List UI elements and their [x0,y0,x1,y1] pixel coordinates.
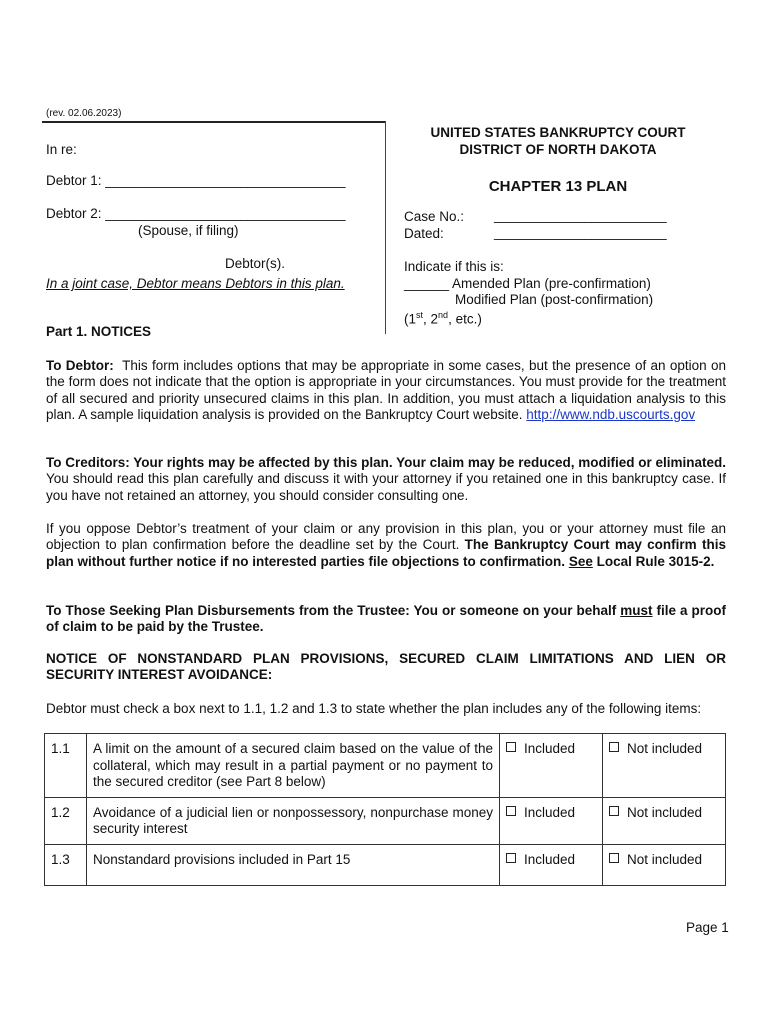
item-number: 1.1 [45,734,87,798]
item-description: A limit on the amount of a secured claim based on the value of the collateral, which may result in a partial payment or no payment to the secured creditor (see Part 8 below) [87,734,500,798]
case-no-field[interactable]: _______________________ [494,208,667,223]
modified-plan-option[interactable]: Modified Plan (post-confirmation) [455,292,654,307]
court-website-link[interactable]: http://www.ndb.uscourts.gov [526,406,696,422]
debtor2-field[interactable]: Debtor 2: ________________________________ [46,206,346,221]
amended-plan-option[interactable]: ______ Amended Plan (pre-confirmation) [404,276,651,291]
modified-plan-ordinal: (1st, 2nd, etc.) [404,310,482,327]
dated-field[interactable]: _______________________ [494,225,667,240]
objection-notice: If you oppose Debtor’s treatment of your claim or any provision in this plan, you or your attorney must file an objection to plan confirmation before the deadline set by the Court. The Bankruptcy Court may confirm this plan without further notice if no interested parties file objections to confirmation. See Local Rule 3015-2. [46,521,726,569]
revision-date: (rev. 02.06.2023) [46,108,122,119]
checkbox-icon[interactable] [609,853,619,863]
item-number: 1.2 [45,797,87,844]
spouse-note: (Spouse, if filing) [138,223,239,238]
joint-case-note: In a joint case, Debtor means Debtors in this plan. [46,276,345,291]
not-included-checkbox[interactable]: Not included [603,797,726,844]
checkbox-icon[interactable] [506,806,516,816]
not-included-checkbox[interactable]: Not included [603,844,726,886]
indicate-label: Indicate if this is: [404,259,504,274]
debtors-label: Debtor(s). [225,256,286,271]
table-row [45,797,726,844]
debtor1-field[interactable]: Debtor 1: ________________________________ [46,173,346,188]
not-included-checkbox[interactable]: Not included [603,734,726,798]
trustee-notice: To Those Seeking Plan Disbursements from the Trustee: You or someone on your behalf must file a proof of claim to be paid by the Trustee. [46,603,726,635]
header-divider [42,121,385,123]
to-creditors-notice: To Creditors: Your rights may be affected by this plan. Your claim may be reduced, modified or eliminated. You should read this plan carefully and discuss it with your attorney if you retained one in this bankruptcy case. If you have not retained an attorney, you should consider consulting one. [46,455,726,503]
in-re-label: In re: [46,142,77,157]
included-checkbox[interactable]: Included [500,734,603,798]
item-description: Avoidance of a judicial lien or nonpossessory, nonpurchase money security interest [87,797,500,844]
header-vertical-divider [385,121,386,334]
included-checkbox[interactable]: Included [500,844,603,886]
case-no-label: Case No.: [404,209,465,224]
table-row [45,734,726,798]
item-description: Nonstandard provisions included in Part 15 [87,844,500,886]
items-table [44,733,726,886]
part1-heading: Part 1. NOTICES [46,324,152,339]
dated-label: Dated: [404,226,444,241]
checkbox-icon[interactable] [609,742,619,752]
nonstandard-heading: NOTICE OF NONSTANDARD PLAN PROVISIONS, SECURED CLAIM LIMITATIONS AND LIEN OR SECURITY INTEREST AVOIDANCE: [46,651,726,683]
plan-title: CHAPTER 13 PLAN [488,178,628,195]
check-instruction: Debtor must check a box next to 1.1, 1.2 and 1.3 to state whether the plan includes any of the following items: [46,701,702,716]
to-debtor-notice: To Debtor: This form includes options that may be appropriate in some cases, but the presence of an option on the form does not indicate that the option is appropriate in your circumstances. You must provide for the treatment of all secured and priority unsecured claims in this plan. In addition, you must attach a liquidation analysis to this plan. A sample liquidation analysis is provided on the Bankruptcy Court website. http://www.ndb.uscourts.gov [46,358,726,422]
included-checkbox[interactable]: Included [500,797,603,844]
checkbox-icon[interactable] [609,806,619,816]
item-number: 1.3 [45,844,87,886]
court-district: DISTRICT OF NORTH DAKOTA [459,142,657,157]
checkbox-icon[interactable] [506,853,516,863]
checkbox-icon[interactable] [506,742,516,752]
court-name: UNITED STATES BANKRUPTCY COURT [430,125,686,140]
table-row [45,844,726,886]
page-number: Page 1 [686,920,729,935]
